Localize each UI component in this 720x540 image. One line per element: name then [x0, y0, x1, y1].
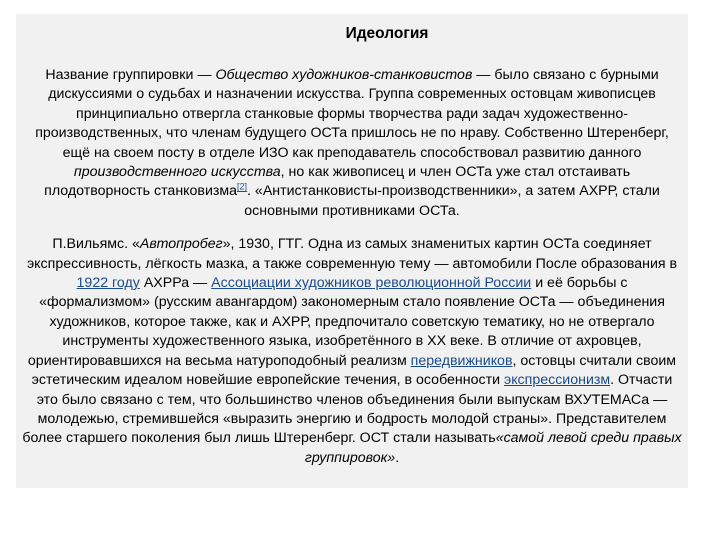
text: , но как живописец и член ОСТа уже стал отстаивать плодотворность станковизма: [44, 164, 631, 200]
paragraph-2: [20, 235, 684, 468]
text: , остовцы считали своим эстетическим идеалом новейшие европейские течения, в особенности: [31, 352, 677, 389]
text: . Отчасти это было связано с тем, что большинство членов объединения были выпускам ВХУТЕМАСа — молодежью, стремившейся «выразить энергию и бодрость молодой страны». Представителем более старшего поколения был лишь Штеренберг. ОСТ стали называть: [22, 372, 673, 447]
text: .: [395, 449, 400, 466]
text: АХРРа —: [139, 275, 212, 292]
text: П.Вильямс. «: [52, 236, 140, 253]
link-akhrr[interactable]: Ассоциации художников революционной России: [211, 275, 532, 292]
link-1922[interactable]: 1922 году: [76, 275, 140, 292]
paragraph-1: [20, 66, 684, 221]
page-title: Идеология: [345, 25, 429, 42]
text: », 1930, ГТГ. Одна из самых знаменитых картин ОСТа соединяет экспрессивность, лёгкость мазка, а также современную тему — автомобили После образования в: [26, 236, 678, 272]
emphasis: «самой левой среди правых группировок»: [304, 430, 682, 466]
emphasis: производственного искусства: [73, 164, 281, 181]
emphasis: Автопробег: [139, 236, 223, 253]
document-panel: [16, 14, 688, 488]
link-peredvizhniki[interactable]: передвижников: [410, 352, 513, 369]
emphasis: Общество художников-станковистов: [215, 67, 473, 83]
text: и её борьбы с «формализмом» (русским авангардом) закономерным стало появление ОСТа — объединения художников, которое также, как и АХРР, предпочитало советскую тематику, но не отвергало инструменты художественного языка, изобретённого в XX веке. В отличие от ахровцев, ориентировавшихся на весьма натуроподобный реализм: [27, 275, 665, 369]
text: . «Антистанковисты-производственники», а затем АХРР, стали основными противниками ОСТа.: [244, 183, 660, 219]
link-expressionism[interactable]: экспрессионизм: [503, 372, 611, 389]
footnote-link[interactable]: [2]: [237, 181, 248, 192]
text: — было связано с бурными дискуссиями о судьбах и назначении искусства. Группа современных остовцам живописцев принципиально отвергла станковые формы творчества ради задач художественно-производственных, что членам будущего ОСТа пришлось не по нраву. Собственно Штеренберг, ещё на своем посту в отделе ИЗО как преподаватель способствовал развитию данного: [35, 67, 669, 161]
text: Название группировки —: [45, 67, 216, 83]
